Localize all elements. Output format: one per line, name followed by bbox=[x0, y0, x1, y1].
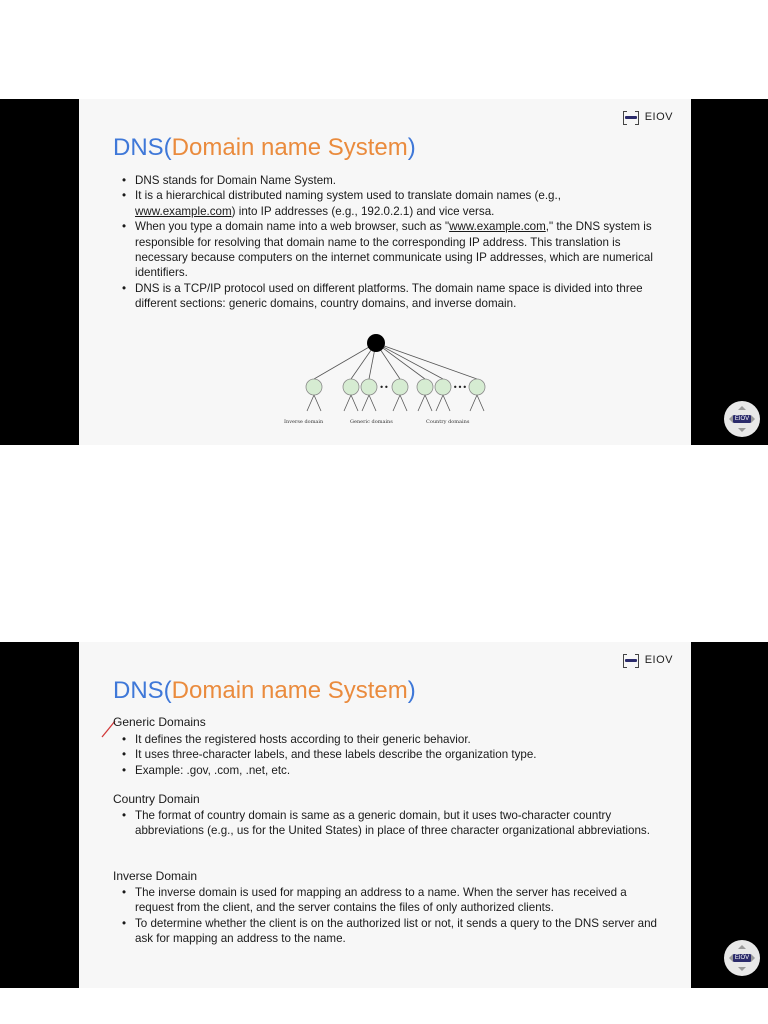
bullet-text: DNS is a TCP/IP protocol used on different platforms. The domain name space is divided into three different sections: generic domains, country domains, and inverse domain. bbox=[135, 281, 643, 311]
subtree-edge bbox=[393, 395, 400, 411]
tree-edge bbox=[314, 343, 376, 379]
slide-2 bbox=[0, 642, 768, 988]
domain-tree-svg bbox=[284, 327, 504, 419]
nav-down-icon bbox=[738, 967, 746, 975]
section-heading-country: Country Domain bbox=[113, 792, 200, 806]
bullet-item bbox=[117, 281, 657, 312]
bullet-item bbox=[117, 173, 657, 188]
bullet-text: ," the DNS system is responsible for resolving that domain name to the corresponding IP address. This translation is necessary because computers on the internet communicate using IP addresses, which are numerical identifiers. bbox=[135, 220, 653, 280]
bullet-item: • The format of country domain is same as a generic domain, but it uses two-character country abbreviations (e.g., us for the United States) in place of three character organizational abbreviations. bbox=[117, 808, 662, 839]
url-link-text[interactable]: www.example.com bbox=[449, 220, 546, 234]
root-node bbox=[367, 334, 385, 352]
nav-up-icon bbox=[738, 402, 746, 410]
domain-tree-diagram bbox=[284, 327, 504, 431]
subtree-edge bbox=[369, 395, 376, 411]
nav-right-icon bbox=[751, 415, 759, 423]
tree-edge bbox=[376, 343, 443, 379]
bullet-item: • It defines the registered hosts according to their generic behavior. bbox=[117, 732, 662, 747]
subtree-edge bbox=[400, 395, 407, 411]
subtree-edge bbox=[443, 395, 450, 411]
domain-node bbox=[435, 379, 451, 395]
subtree-edge bbox=[425, 395, 432, 411]
tree-edge bbox=[376, 343, 477, 379]
slide-nav-control[interactable] bbox=[724, 940, 760, 976]
section-heading-generic: Generic Domains bbox=[113, 715, 206, 729]
bullet-text: When you type a domain name into a web browser, such as " bbox=[135, 220, 450, 234]
slide-1-content bbox=[79, 99, 691, 445]
subtree-edge bbox=[418, 395, 425, 411]
slide-2-content bbox=[79, 642, 691, 988]
domain-node bbox=[306, 379, 322, 395]
title-part-3: ) bbox=[407, 677, 416, 704]
brand-logo-icon bbox=[623, 654, 639, 666]
bullet-item bbox=[117, 219, 657, 281]
slide-1 bbox=[0, 99, 768, 445]
section-heading-inverse: Inverse Domain bbox=[113, 869, 198, 883]
bullet-item: • It uses three-character labels, and these labels describe the organization type. bbox=[117, 747, 662, 762]
title-part-3: ) bbox=[407, 134, 416, 161]
nav-left-icon bbox=[725, 415, 733, 423]
nav-up-icon bbox=[738, 941, 746, 949]
bullet-list bbox=[117, 173, 657, 312]
generic-domains-list bbox=[117, 732, 662, 778]
domain-node bbox=[469, 379, 485, 395]
slide-nav-control[interactable] bbox=[724, 401, 760, 437]
domain-node bbox=[392, 379, 408, 395]
label-inverse-domain: Inverse domain bbox=[284, 419, 324, 425]
label-country-domains: Country domains bbox=[426, 419, 470, 425]
title-part-2: Domain name System bbox=[171, 677, 408, 704]
ellipsis-dots: •• bbox=[379, 383, 389, 392]
brand-logo-icon bbox=[623, 111, 639, 123]
domain-node bbox=[361, 379, 377, 395]
title-part-1: DNS( bbox=[113, 677, 172, 704]
brand-logo bbox=[623, 654, 673, 666]
brand-logo bbox=[623, 111, 673, 123]
bullet-item: • To determine whether the client is on the authorized list or not, it sends a query to the DNS server and ask for mapping an address to the name. bbox=[117, 916, 662, 947]
brand-name: EIOV bbox=[644, 111, 673, 123]
bullet-text: DNS stands for Domain Name System. bbox=[135, 174, 337, 187]
inverse-domain-list bbox=[117, 885, 662, 947]
subtree-edge bbox=[477, 395, 484, 411]
subtree-edge bbox=[351, 395, 358, 411]
bullet-item bbox=[117, 188, 657, 219]
slide-title bbox=[113, 134, 416, 162]
subtree-edge bbox=[436, 395, 443, 411]
bullet-text: It is a hierarchical distributed naming system used to translate domain names (e.g., bbox=[135, 189, 561, 203]
domain-node bbox=[343, 379, 359, 395]
url-link-text[interactable]: www.example.com bbox=[135, 204, 232, 218]
bullet-item: • The inverse domain is used for mapping an address to a name. When the server has received a request from the client, and the server contains the files of only authorized clients. bbox=[117, 885, 662, 916]
country-domain-list bbox=[117, 808, 662, 839]
bullet-item: • Example: .gov, .com, .net, etc. bbox=[117, 763, 662, 778]
nav-down-icon bbox=[738, 428, 746, 436]
domain-node bbox=[417, 379, 433, 395]
brand-name: EIOV bbox=[644, 654, 673, 666]
nav-badge: EIOV bbox=[734, 416, 750, 422]
nav-right-icon bbox=[751, 954, 759, 962]
nav-left-icon bbox=[725, 954, 733, 962]
nav-badge: EIOV bbox=[734, 955, 750, 961]
title-part-2: Domain name System bbox=[171, 134, 408, 161]
subtree-edge bbox=[470, 395, 477, 411]
label-generic-domains: Generic domains bbox=[350, 419, 393, 425]
subtree-edge bbox=[314, 395, 321, 411]
slide-title bbox=[113, 677, 416, 705]
tree-edge bbox=[376, 343, 425, 379]
title-part-1: DNS( bbox=[113, 134, 172, 161]
bullet-text: ) into IP addresses (e.g., 192.0.2.1) and vice versa. bbox=[231, 204, 495, 218]
subtree-edge bbox=[307, 395, 314, 411]
subtree-edge bbox=[362, 395, 369, 411]
ellipsis-dots: ••• bbox=[452, 383, 468, 392]
subtree-edge bbox=[344, 395, 351, 411]
